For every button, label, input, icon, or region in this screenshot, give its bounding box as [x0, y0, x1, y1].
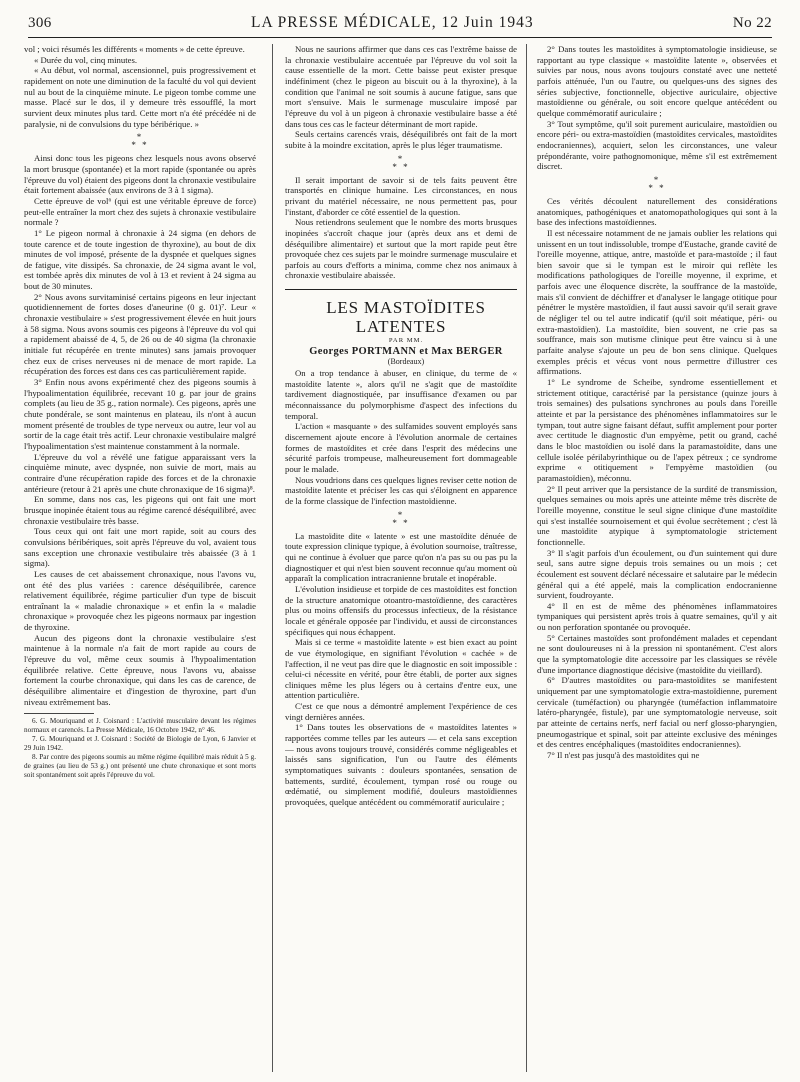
paragraph: 2° Il peut arriver que la persistance de la surdité de transmission, quelques semaines ou mois après une atteinte même très discrète de l'oreille moyenne, constitue le seul signe clinique d'une mastoïdite qui s'est installée sournoisement et qui évolue secrètement ; c'est là une mastoïdite atypique à symptomatologie strictement fonctionnelle. [537, 483, 777, 547]
paragraph: 6° D'autres mastoïdites ou para-mastoïdites se manifestent uniquement par une symptomatologie extra-mastoïdienne, purement cervicale (tuméfaction) ou pharyngée (tuméfaction inflammatoire latéro-pharyngée, fistule), par une symptomatologie nerveuse, soit par atteinte de certains nerfs, nerf facial ou nerf glosso-pharyngien, pneumogastrique et spinal, soit par atteinte exclusive des méninges et des centres encéphaliques (mastoïdites endocraniennes). [537, 675, 777, 750]
paragraph: Il serait important de savoir si de tels faits peuvent être transportés en clinique humaine. Les circonstances, en nous privant du matériel nécessaire, ne nous permettent pas, pour l'instant, d'aborder ce côté essentiel de la question. [285, 174, 517, 217]
byline-place: (Bordeaux) [387, 357, 425, 367]
paragraph: 7° Il n'est pas jusqu'à des mastoïdites qui ne [547, 750, 700, 760]
section-stars: * * * [392, 509, 410, 528]
journal-title: LA PRESSE MÉDICALE, 12 Juin 1943 [251, 14, 534, 31]
paragraph: L'action « masquante » des sulfamides souvent employés sans discernement ajoute encore à l'évolution anormale de certaines formes de mastoïdites et crée dans l'esprit des médecins une sécurité parfois trompeuse, malheureusement fort dommageable pour le malade. [285, 421, 517, 474]
paragraph: 4° Il en est de même des phénomènes inflammatoires tympaniques qui persistent après trois à quatre semaines, qu'il y ait ou non perforation spontanée ou provoquée. [537, 600, 777, 633]
paragraph: L'épreuve du vol a révélé une fatigue apparaissant vers la cinquième minute, avec dyspnée, non suivie de mort, mais au contraire d'une récupération rapide des forces et de la chronaxie antérieure (retour à 21 après une chute chronaxique de 16 sigma)⁸. [24, 451, 256, 494]
paragraph: La mastoïdite dite « latente » est une mastoïdite dénuée de toute expression clinique typique, à évolution sournoise, traîtresse, qui ne continue à évoluer que parce qu'on n'a pas su ou pas pu la diagnostiquer et qui n'est bien souvent reconnue qu'au moment où apparaît la complication intracranienne brutale et inopérable. [285, 530, 517, 584]
footnote-rule [24, 713, 94, 714]
footnote: 6. G. Mouriquand et J. Coisnard : L'activité musculaire devant les régimes normaux et carencés. La Presse Médicale, 16 Octobre 1942, n° 46. [24, 717, 256, 735]
paragraph: Ces vérités découlent naturellement des considérations anatomiques, pathogéniques et anatomopathologiques qui sont à la base des infections mastoïdiennes. [537, 195, 777, 228]
header-rule [28, 37, 772, 38]
paragraph: 3° Tout symptôme, qu'il soit purement auriculaire, mastoïdien ou encore péri- ou extra-mastoïdien (mastoïdites cervicales, mastoïdites endocraniennes), acquiert, selon les circonstances, une valeur prépondérante, voire pathognomonique, même s'il est extrêmement discret. [537, 118, 777, 172]
byline-authors: Georges PORTMANN et Max BERGER [309, 345, 503, 357]
paragraph: 1° Dans toutes les observations de « mastoïdites latentes » rapportées comme telles par les auteurs — et cela sans exception — nous avons toujours trouvé, considérés comme négligeables et laissés sans signification, l'un ou l'autre des éléments symptomatiques suivants : douleurs spontanées, sensation de battements, surdité, écoulement, tympan rosé ou rouge ou œdématié, ou simplement modifié, douleurs mastoïdiennes provoquées, quelque antécédent ou commémoratif auriculaire ; [285, 722, 517, 808]
paragraph: 1° Le pigeon normal à chronaxie à 24 sigma (en dehors de toute carence et de toute ingestion de thyroxine), au bout de dix minutes de vol imposé, présente de la dyspnée et quelques signes de fatigue, vite dissipés. Sa chronaxie, de 24 sigma avant le vol, est tombée après dix minutes de vol à 13 et revient à 24 sigma au bout de 30 minutes. [24, 227, 256, 292]
paragraph: Seuls certains carencés vrais, déséquilibrés ont fait de la mort subite à la moindre excitation, après le plus léger traumatisme. [285, 129, 517, 150]
paragraph: vol ; voici résumés les différents « moments » de cette épreuve. [24, 44, 245, 54]
paragraph: 1° Le syndrome de Scheibe, syndrome essentiellement et strictement otitique, caractérisé par la persistance (quinze jours à trois semaines) des pulsations synchrones au pouls dans l'oreille atteinte et par la persistance des phénomènes inflammatoires sur le tympan, tout autre signe faisant défaut, suffit amplement pour porter avec certitude le diagnostic d'un empyème, petit ou grand, caché dans le bloc mastoïdien ou isolé dans la paramastoïdite, dans une cellule isolée périlabyrinthique ou de l'apex pétreux ; ce syndrome exprime « otitiquement » l'empyème mastoïdien (ou paramastoïdien), méconnu. [537, 377, 777, 483]
paragraph: 5° Certaines mastoïdes sont profondément malades et cependant ne sont douloureuses ni à la pression ni spontanément. C'est alors que la symptomatologie dite accessoire par les classiques se révèle d'une importance diagnostique décisive (mastoïdite du vieillard). [537, 632, 777, 675]
footnotes [24, 717, 256, 780]
paragraph: 3° Enfin nous avons expérimenté chez des pigeons soumis à l'hypoalimentation équilibrée, recevant 10 g. par jour de grains complets (au lieu de 35 g., ration normale). Ces pigeons, après une chute pondérale, se sont maintenus en plateau, ils n'ont à aucun moment présenté de troubles de type nerveux ou autre, leur vol au sortir de la cage était très actif. Leur chronaxie vestibulaire malgré l'hypoalimentation s'est maintenue constamment à la normale. [24, 377, 256, 451]
paragraph: Il est nécessaire notamment de ne jamais oublier les relations qui unissent en un tout indissoluble, trompe d'Eustache, grande cavité de l'oreille moyenne, attique, antre, mastoïde et para-mastoïde ; il faut bien savoir que si le tympan est le miroir qui reflète les modifications pathologiques de l'oreille moyenne, il exprime, et parfois avec une éloquence discrète, la souffrance de la mastoïde, mais s'il convient de déchiffrer et d'analyser le langage otitique pour pénétrer le mystère mastoïdien, il faut aussi savoir qu'il serait grave de négliger tel ou tel autre indicatif (qu'il soit méatique, péri- ou extra-mastoïdien). La mastoïdite, bien souvent, ne crie pas sa souffrance, mais son mutisme clinique peut être vaincu si à une parfaite analyse s'ajoute un peu de bon sens clinique. Quelques exemples précis et vécus vont nous permettre d'illustrer ces affirmations. [537, 227, 777, 377]
column-2 [285, 44, 517, 1072]
issue-number: No 22 [732, 14, 772, 31]
paragraph: 3° Il s'agit parfois d'un écoulement, ou d'un suintement qui dure seul, sans autre signe depuis trois semaines ou un mois ; cet écoulement est souvent déclaré nécessaire et salutaire par le médecin général qui a été appelé, mais la complication endocranienne survient, foudroyante. [537, 547, 777, 601]
section-stars: * * * [131, 132, 149, 151]
page-header [28, 8, 772, 38]
paragraph: Nous voudrions dans ces quelques lignes reviser cette notion de mastoïdite latente et préciser les cas qui s'éloignent en apparence de la forme classique de l'infection mastoïdienne. [285, 474, 517, 506]
paragraph: « Durée du vol, cinq minutes. [34, 54, 138, 65]
paragraph: Les causes de cet abaissement chronaxique, nous l'avons vu, ont été des plus variées : carence déséquilibrée, carence relativement équilibrée, régime particulier d'un type de biscuit entraînant la « maladie chronaxique » et enfin la « maladie chronaxique » provoquée chez les pigeons normaux par ingestion de thyroxine. [24, 568, 256, 633]
paragraph: Mais si ce terme « mastoïdite latente » est bien exact au point de vue étymologique, en signifiant l'évolution « cachée » de l'affection, il ne veut pas dire que le diagnostic en soit impossible : celui-ci nécessite en vérité, pour être établi, de porter aux signes cliniques même les plus légers ou à certains d'entre eux, une attention particulière. [285, 637, 517, 701]
paragraph: 2° Nous avons survitaminisé certains pigeons en leur injectant quotidiennement de fortes doses d'aneurine (0 g. 01)⁷. Leur « chronaxie vestibulaire » s'est progressivement élevée en huit jours à 58 sigma. Nous avons soumis ces pigeons à l'épreuve du vol qui a rapidement abaissé de 4, 5, de 26 ou de 40 sigma (la chronaxie initiale fut récupérée en trente minutes) sans jamais provoquer chez eux de crises nerveuses ni de menace de mort rapide. La récupération des forces est dans ces cas particulièrement rapide. [24, 291, 256, 377]
paragraph: En somme, dans nos cas, les pigeons qui ont fait une mort brusque inopinée étaient tous au régime carencé déséquilibré, avec chronaxie vestibulaire très basse. [24, 494, 256, 526]
column-divider-2 [526, 44, 527, 1072]
section-stars: * * * [392, 153, 410, 172]
column-3 [537, 44, 777, 1072]
paragraph: « Au début, vol normal, ascensionnel, puis progressivement et rapidement on note une diminution de la faculté du vol qui devient nul au bout de la cinquième minute. Le pigeon tombe comme une masse. Placé sur le dos, il y demeure très essoufflé, la mort survient deux minutes plus tard. Cette mort n'a été précédée ni de paralysie, ni de convulsions du type béribérique. » [24, 65, 256, 129]
paragraph: Ainsi donc tous les pigeons chez lesquels nous avons observé la mort brusque (spontanée) et la mort rapide (spontanée ou après l'épreuve du vol) étaient des pigeons dont la chronaxie vestibulaire était fortement abaissée (aux environs de 3 à 1 sigma). [24, 153, 256, 196]
paragraph: Nous retiendrons seulement que le nombre des morts brusques inopinées s'accroît chaque jour (après deux ans et demi de déséquilibre alimentaire) et surtout que la mort rapide peut être provoquée chez ces sujets par le moindre surmenage musculaire et parfois au cours d'efforts a minima, comme chez nos animaux à chronaxie vestibulaire abaissée. [285, 217, 517, 281]
paragraph: Nous ne saurions affirmer que dans ces cas l'extrême baisse de la chronaxie vestibulaire accentuée par l'épreuve du vol soit la cause essentielle de la mort. Cette baisse peut exister presque indéfiniment (chez le pigeon au biscuit ou à la thyroxine), à la condition que l'animal ne soit soumis à aucune fatigue, sans que mort s'ensuive. Mais le surmenage musculaire imposé par l'épreuve du vol à un pigeon à chronaxie vestibulaire basse a été dans tous ces cas le facteur déterminant de mort rapide. [285, 44, 517, 129]
paragraph: Aucun des pigeons dont la chronaxie vestibulaire s'est maintenue à la normale n'a fait de mort rapide au cours de l'épreuve du vol, même ceux soumis à l'hypoalimentation équilibrée relative. Cette épreuve, nous l'avons vu, abaisse fortement la courbe chronaxique, qui dans les cas de carence, de déséquilibre alimentaire et d'ingestion de thyroxine, part d'un niveau extrêmement bas. [24, 632, 256, 707]
paragraph: On a trop tendance à abuser, en clinique, du terme de « mastoïdite latente », alors qu'il ne s'agit que de mastoïdite tardivement diagnostiquée, par insuffisance d'examen ou par méconnaissance du polymorphisme d'aspect des infections du temporal. [285, 368, 517, 421]
footnote: 7. G. Mouriquand et J. Coisnard : Société de Biologie de Lyon, 6 Janvier et 29 Juin 1942. [24, 735, 256, 753]
paragraph: Tous ceux qui ont fait une mort rapide, soit au cours des convulsions béribériques, soit après l'épreuve du vol, avaient tous sans exception une chronaxie vestibulaire très abaissée (3 à 1 sigma). [24, 526, 256, 569]
paragraph: Cette épreuve de vol⁶ (qui est une véritable épreuve de force) peut-elle entraîner la mort chez des sujets à chronaxie vestibulaire normale ? [24, 195, 256, 228]
footnote: 8. Par contre des pigeons soumis au même régime équilibré mais réduit à 5 g. de graines (au lieu de 53 g.) ont présenté une chute chronaxique et sont morts soit spontanément soit après l'épreuve du vol. [24, 753, 256, 780]
byline-par: PAR MM. [388, 337, 424, 345]
paragraph: L'évolution insidieuse et torpide de ces mastoïdites est fonction de la structure anatomique otoantro-mastoïdienne, des caractères plus ou moins offensifs du processus infectieux, de la résistance locale et générale opposée par l'individu, et aussi de circonstances spécifiques qui nous échappent. [285, 583, 517, 637]
article-separator [285, 289, 517, 290]
paragraph: 2° Dans toutes les mastoïdites à symptomatologie insidieuse, se rapportant au type classique « mastoïdite latente », observées et suivies par nous, nous avons toujours constaté avec une netteté parfois atténuée, l'un ou l'autre, ou quelques-uns des signes des séries subjective, fonctionnelle, objective auriculaire, objective mastoïdienne ou générale, ou soit encore quelque antécédent ou quelque commémoratif auriculaire ; [537, 44, 777, 118]
column-divider-1 [272, 44, 273, 1072]
column-1 [24, 44, 256, 1072]
paragraph: C'est ce que nous a démontré amplement l'expérience de ces vingt dernières années. [285, 701, 517, 722]
page-number: 306 [28, 14, 52, 31]
article-title: LES MASTOÏDITES LATENTES [326, 298, 486, 337]
section-stars: * * * [648, 174, 666, 193]
